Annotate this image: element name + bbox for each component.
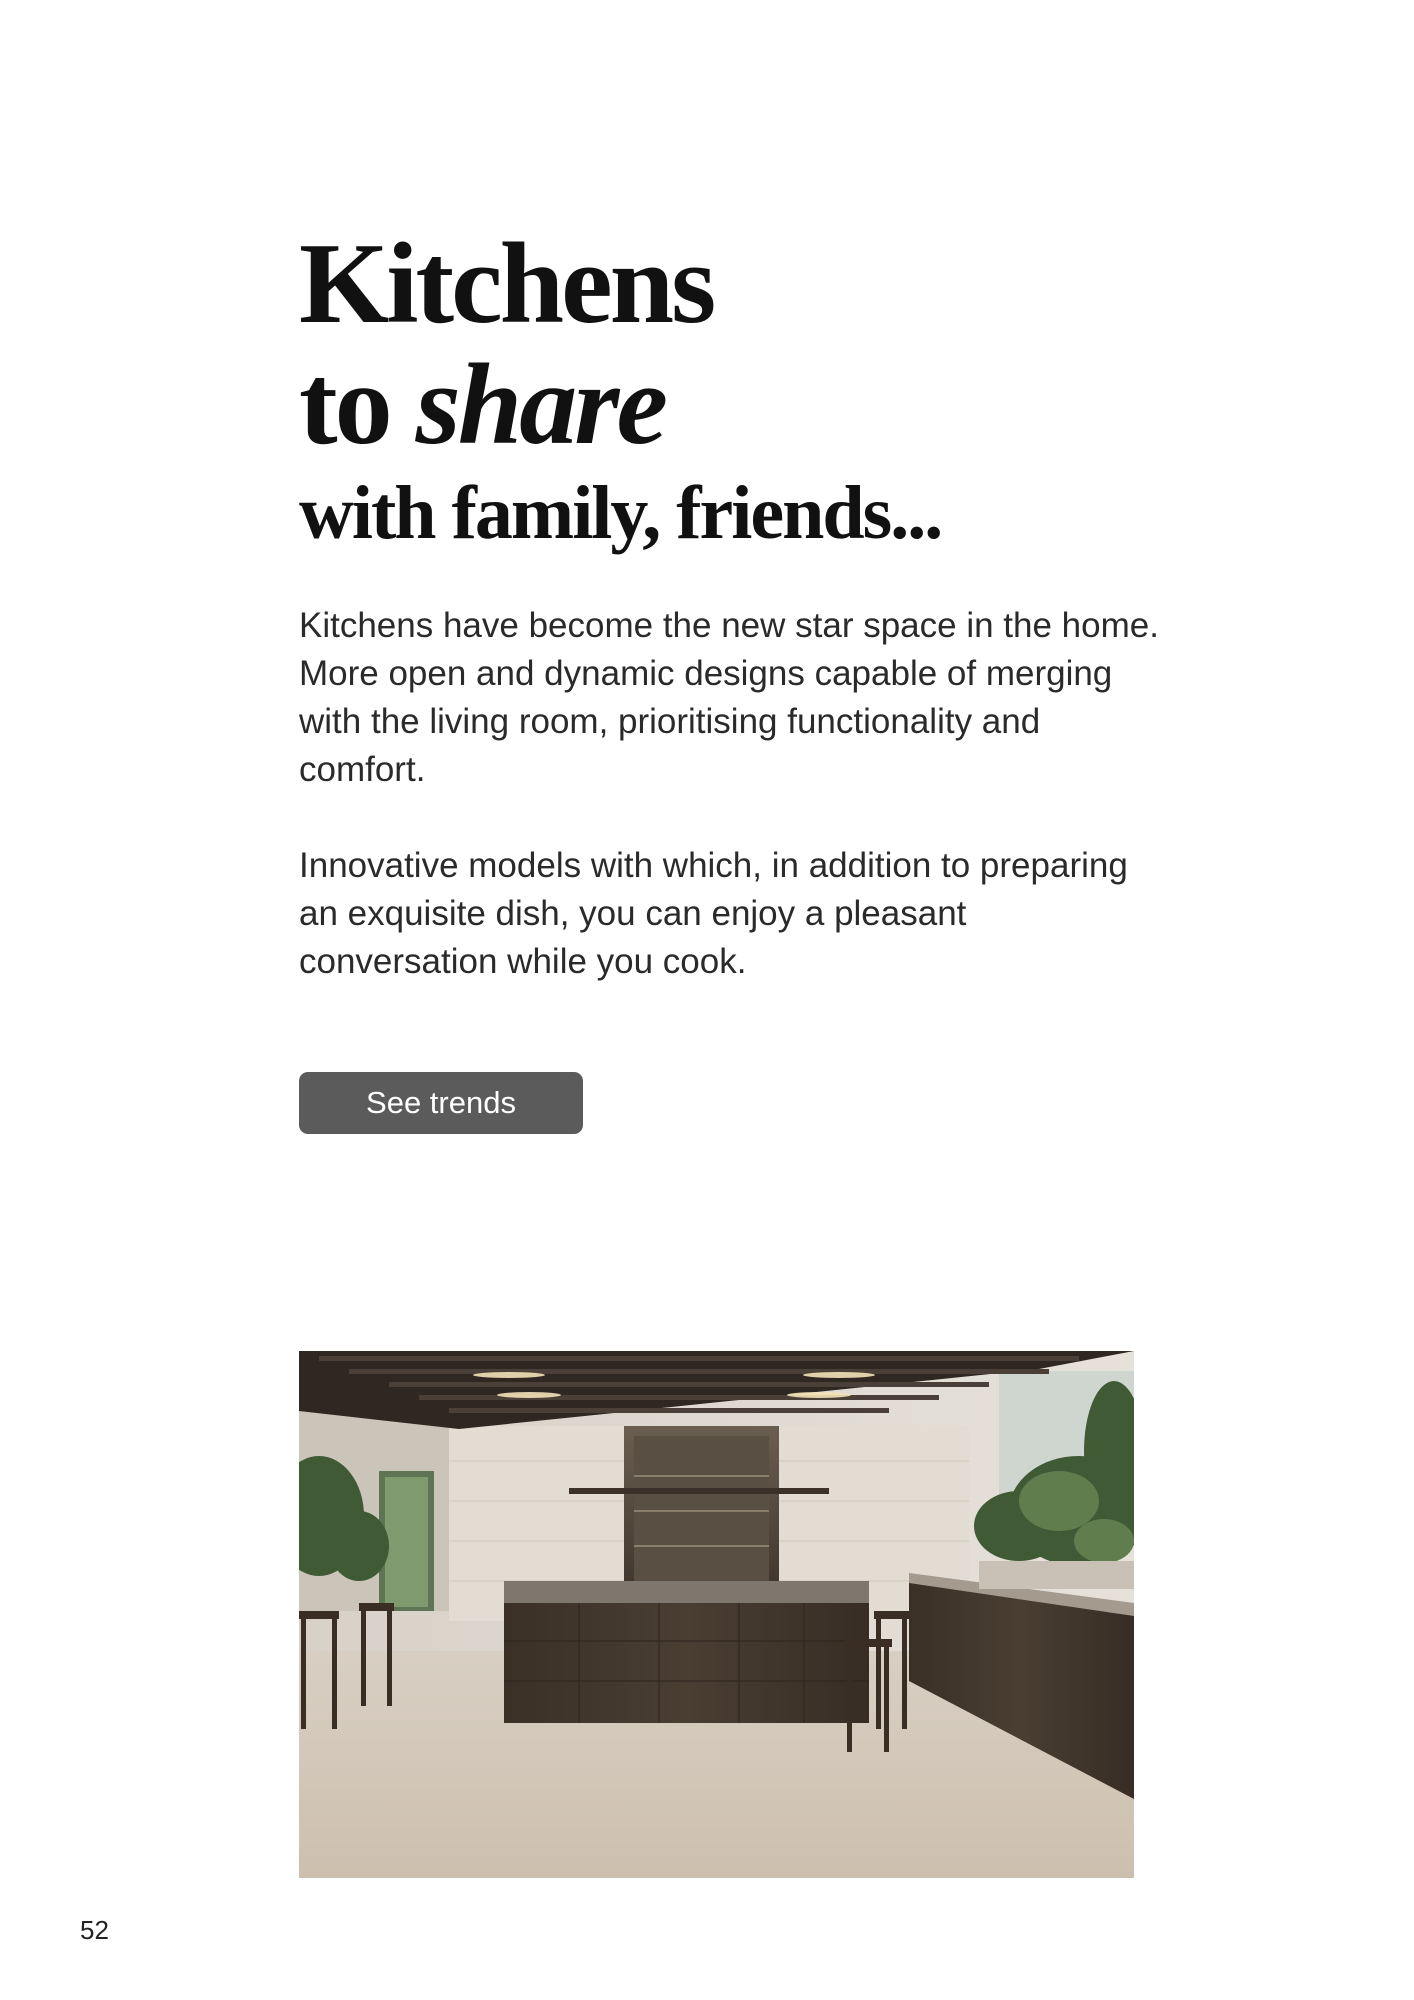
body-copy <box>299 602 1159 1034</box>
intro-paragraph: Kitchens have become the new star space in the home. More open and dynamic designs capable of merging with the living room, prioritising functionality and comfort. <box>299 606 1159 789</box>
title-line-kitchens: Kitchens <box>299 220 714 348</box>
page-title <box>299 220 942 559</box>
title-prefix: to <box>299 341 416 469</box>
title-subline: with family, friends... <box>299 471 942 555</box>
see-trends-button[interactable]: See trends <box>299 1072 583 1134</box>
second-paragraph: Innovative models with which, in addition to preparing an exquisite dish, you can enjoy a pleasant conversation while you cook. <box>299 846 1128 981</box>
title-emphasis: share <box>415 341 665 469</box>
kitchen-photo <box>299 1351 1134 1878</box>
page-number: 52 <box>80 1915 109 1945</box>
title-line-to-share <box>299 343 941 467</box>
